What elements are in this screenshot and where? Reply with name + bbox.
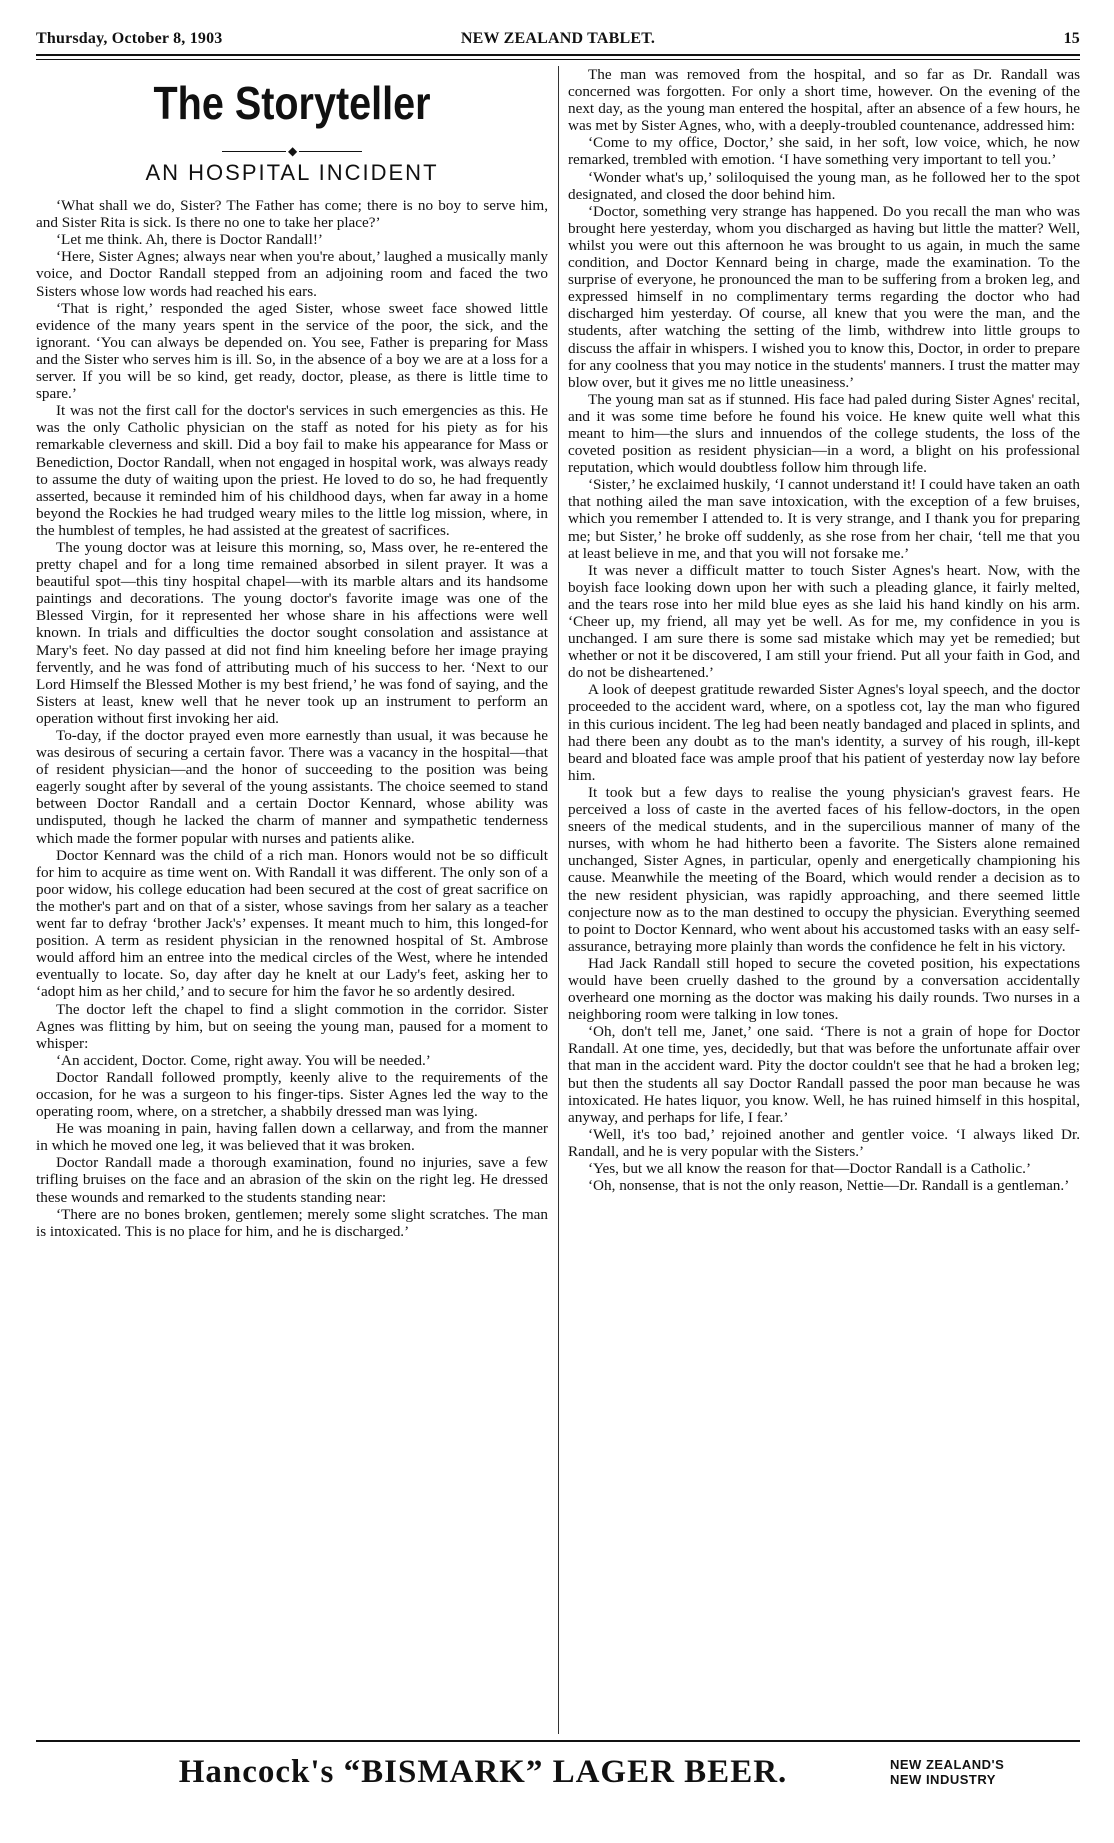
ad-tagline: [890, 1757, 1080, 1787]
article-paragraph: The man was removed from the hospital, and so far as Dr. Randall was concerned was forgotten. For only a short time, however. On the evening of the next day, as the young man entered the hospital, after an absence of a few hours, he was met by Sister Agnes, who, with a deeply-troubled countenance, addressed him:: [568, 66, 1080, 135]
header-rule-thin: [36, 59, 1080, 60]
article-paragraph: ‘An accident, Doctor. Come, right away. You will be needed.’: [56, 1051, 431, 1069]
article-paragraph: ‘Doctor, something very strange has happened. Do you recall the man who was brought here yesterday, whom you discharged as having but little the matter? Well, whilst you were out this afternoon he was brought to us again, in much the same condition, and Doctor Kennard being in charge, made the examination. To the surprise of everyone, he pronounced the man to be suffering from a broken leg, and expressed himself in no complimentary terms regarding the doctor who had discharged him yesterday. Of course, all knew that you were the man, and the students, after watching the setting of the limb, withdrew into little groups to discuss the affair in whispers. I wished you to know this, Doctor, in order to prepare for any coolness that you may notice in the students' manners. I trust the matter may blow over, but it gives me no little uneasiness.’: [568, 202, 1080, 391]
title-ornament: [222, 144, 362, 158]
article-paragraph: ‘Sister,’ he exclaimed huskily, ‘I cannot understand it! I could have taken an oath that nothing ailed the man save intoxication, with the exception of a few bruises, which you remember I attended to. It is very strange, and I thank you for preparing me; but Sister,’ he broke off suddenly, as she rose from her chair, ‘tell me that you at least believe in me, and that you will not forsake me.’: [568, 476, 1080, 562]
right-column-body: [568, 66, 1080, 1194]
newspaper-page: [36, 30, 1080, 1820]
page-number: 15: [1063, 30, 1080, 47]
ad-tagline-line2: NEW INDUSTRY: [890, 1772, 996, 1787]
article-headline: AN HOSPITAL INCIDENT: [145, 160, 439, 185]
issue-date: Thursday, October 8, 1903: [36, 30, 223, 47]
article-paragraph: ‘Come to my office, Doctor,’ she said, in her soft, low voice, which, he now remarked, trembled with emotion. ‘I have something very important to tell you.’: [568, 134, 1080, 169]
left-column: [36, 66, 548, 1734]
article-paragraph: ‘Oh, don't tell me, Janet,’ one said. ‘There is not a grain of hope for Doctor Randall. At one time, yes, decidedly, but that was before the unfortunate affair over that man in the accident ward. Pity the doctor couldn't see that he had a broken leg; but then the students all say Doctor Randall passed the poor man because he was intoxicated. He hates liquor, you know. Well, he has ruined himself in this hospital, anyway, and perhaps for life, I fear.’: [568, 1023, 1080, 1126]
article-paragraph: ‘That is right,’ responded the aged Sister, whose sweet face showed little evidence of the many years spent in the service of the poor, the sick, and the ignorant. ‘You can always be depended on. You see, Father is preparing for Mass and the Sister who serves him is ill. So, in the absence of a boy we are at a loss for a server. If you will be so kind, get ready, doctor, please, as there is little time to spare.’: [36, 299, 548, 403]
page-header: [36, 30, 1080, 52]
article-paragraph: ‘Well, it's too bad,’ rejoined another and gentler voice. ‘I always liked Dr. Randall, and he is very popular with the Sisters.’: [568, 1125, 1080, 1160]
section-title: The Storyteller: [153, 77, 431, 129]
article-paragraph: ‘There are no bones broken, gentlemen; merely some slight scratches. The man is intoxicated. This is no place for him, and he is discharged.’: [36, 1205, 548, 1240]
ad-tagline-line1: NEW ZEALAND'S: [890, 1757, 1005, 1772]
column-divider: [558, 66, 559, 1734]
article-paragraph: The young man sat as if stunned. His face had paled during Sister Agnes' recital, and it was some time before he found his voice. He knew quite well what this meant to him—the slurs and innuendos of the college students, the loss of the coveted position as resident physician—in a word, a blight on his professional reputation, which would doubtless follow him through life.: [568, 390, 1080, 477]
article-paragraph: ‘Let me think. Ah, there is Doctor Randall!’: [56, 231, 323, 249]
article-paragraph: ‘Yes, but we all know the reason for that—Doctor Randall is a Catholic.’: [588, 1160, 1032, 1177]
publication-name: NEW ZEALAND TABLET.: [460, 30, 656, 47]
article-paragraph: It was not the first call for the doctor's services in such emergencies as this. He was the only Catholic physician on the staff as noted for his piety as for his remarkable cleverness and skill. Did a boy fail to make his appearance for Mass or Benediction, Doctor Randall, when not engaged in hospital work, was always ready to assume the duty of waiting upon the priest. He loved to do so, he had frequently asserted, because it reminded him of his childhood days, when far away in a home beyond the Rockies he had trudged weary miles to the little log mission, where, in the humblest of temples, he had assisted at the greatest of sacrifices.: [36, 402, 548, 539]
ad-headline: Hancock's “BISMARK” LAGER BEER.: [178, 1753, 788, 1790]
left-column-body: [36, 197, 548, 1240]
article-paragraph: ‘What shall we do, Sister? The Father has come; there is no boy to serve him, and Sister Rita is sick. Is there no one to take her place?’: [36, 197, 548, 232]
article-paragraph: The young doctor was at leisure this morning, so, Mass over, he re-entered the pretty chapel and for a long time remained absorbed in silent prayer. It was a beautiful spot—this tiny hospital chapel—with its marble altars and its handsome paintings and decorations. The young doctor's favorite image was one of the Blessed Virgin, for it represented her whose share in his affections were well known. In trials and difficulties the doctor sought consolation and assistance at Mary's feet. No day passed at did not find him kneeling before her image praying fervently, and he was fond of attributing much of his success to her. ‘Next to our Lord Himself the Blessed Mother is my best friend,’ he was fond of saying, and the Sisters at least, knew well that he never took up an instrument to perform an operation without first invoking her aid.: [36, 538, 548, 727]
advertisement-banner: [36, 1742, 1080, 1802]
diamond-icon: ◆: [288, 144, 298, 158]
article-paragraph: Doctor Kennard was the child of a rich man. Honors would not be so difficult for him to acquire as time went on. With Randall it was different. The only son of a poor widow, his college education had been secured at the cost of great sacrifice on the mother's part and on that of a sister, whose savings from her salary as a teacher went far to defray ‘brother Jack's’ expenses. It meant much to him, this longed-for position. A term as resident physician in the renowned hospital of St. Ambrose would afford him an entree into the medical circles of the West, where he intended eventually to locate. So, day after day he knelt at our Lady's feet, asking her to ‘adopt him as her child,’ and to secure for him the favor he so ardently desired.: [36, 846, 548, 1001]
header-rule: [36, 54, 1080, 56]
article-paragraph: ‘Oh, nonsense, that is not the only reason, Nettie—Dr. Randall is a gentleman.’: [588, 1177, 1070, 1195]
article-paragraph: He was moaning in pain, having fallen down a cellarway, and from the manner in which he moved one leg, it was believed that it was broken.: [36, 1120, 548, 1155]
article-paragraph: A look of deepest gratitude rewarded Sister Agnes's loyal speech, and the doctor proceeded to the accident ward, where, on a spotless cot, lay the man who figured in this curious incident. The leg had been neatly bandaged and placed in splints, and had there been any doubt as to the man's identity, a survey of his rough, ill-kept beard and bloated face was ample proof that his patient of yesterday now lay before him.: [568, 681, 1080, 784]
article-paragraph: The doctor left the chapel to find a slight commotion in the corridor. Sister Agnes was flitting by him, but on seeing the young man, paused for a moment to whisper:: [36, 1000, 548, 1052]
article-paragraph: ‘Wonder what's up,’ soliloquised the young man, as he followed her to the spot designated, and closed the door behind him.: [568, 168, 1080, 203]
article-paragraph: Doctor Randall followed promptly, keenly alive to the requirements of the occasion, for he was a surgeon to his finger-tips. Sister Agnes led the way to the operating room, where, on a stretcher, a shabbily dressed man was lying.: [36, 1068, 548, 1121]
article-columns: [36, 66, 1080, 1734]
right-column: [568, 66, 1080, 1734]
article-paragraph: To-day, if the doctor prayed even more earnestly than usual, it was because he was desirous of securing a certain favor. There was a vacancy in the hospital—that of resident physician—and the honor of succeeding to the position was being eagerly sought after by several of the young assistants. The choice seemed to stand between Doctor Randall and a certain Doctor Kennard, whose ability was undisputed, though he lacked the charm of manner and sympathetic tenderness which made the former popular with nurses and patients alike.: [36, 727, 548, 847]
article-paragraph: ‘Here, Sister Agnes; always near when you're about,’ laughed a musically manly voice, and Doctor Randall stepped from an adjoining room and faced the two Sisters whose low words had reached his ears.: [36, 248, 548, 300]
article-paragraph: Doctor Randall made a thorough examination, found no injuries, save a few trifling bruises on the face and an abrasion of the skin on the right leg. He dressed these wounds and remarked to the students standing near:: [36, 1154, 548, 1206]
article-paragraph: It was never a difficult matter to touch Sister Agnes's heart. Now, with the boyish face looking down upon her with such a pleading glance, it fairly melted, and the tears rose into her mild blue eyes as she laid his hand kindly on his arm. ‘Cheer up, my friend, all may yet be well. As for me, my confidence in you is unchanged. I am sure there is some sad mistake which may yet be remedied; but whether or not it be discovered, I am still your friend. Put all your faith in God, and do not be disheartened.’: [568, 561, 1080, 682]
article-paragraph: Had Jack Randall still hoped to secure the coveted position, his expectations would have been cruelly dashed to the ground by a conversation accidentally overheard one morning as the doctor was making his daily rounds. Two nurses in a neighboring room were talking in low tones.: [568, 954, 1080, 1024]
article-paragraph: It took but a few days to realise the young physician's gravest fears. He perceived a loss of caste in the averted faces of his fellow-doctors, in the open sneers of the medical students, and in the supercilious manner of many of the nurses, with whom he had hitherto been a favorite. The Sisters alone remained unchanged, Sister Agnes, in particular, openly and energetically championing his cause. Meanwhile the meeting of the Board, which would render a decision as to the new resident physician, was rapidly approaching, and there seemed little conjecture now as to the man destined to occupy the physician. Everything seemed to point to Doctor Kennard, who went about his accustomed tasks with an easy self-assurance, betraying more plainly than words the confidence he felt in his victory.: [568, 783, 1080, 955]
